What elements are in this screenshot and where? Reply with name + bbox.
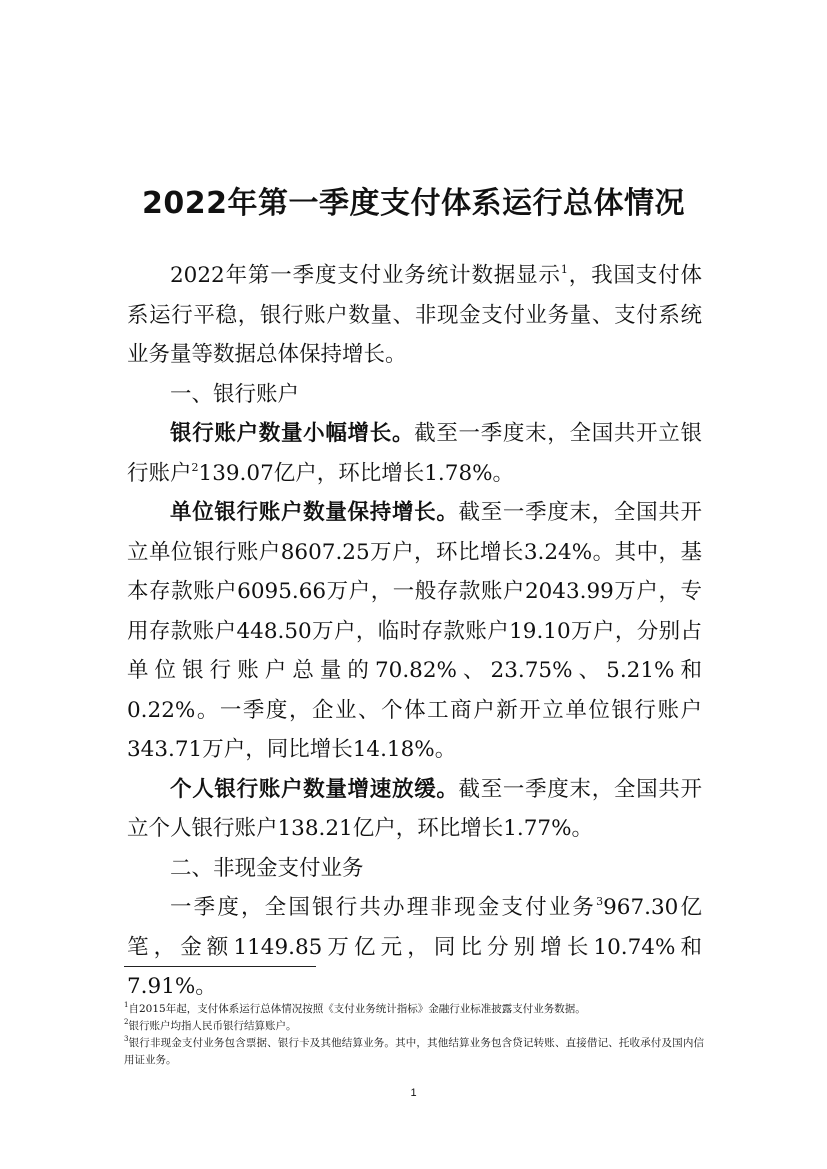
footnote-text: 银行非现金支付业务包含票据、银行卡及其他结算业务。其中，其他结算业务包含贷记转账、直接借记、托收承付及国内信用证业务。 — [124, 1037, 704, 1066]
paragraph-unit-accounts — [127, 493, 702, 770]
footnote-mark: 2 — [124, 1018, 129, 1026]
paragraph-bank-accounts — [127, 414, 702, 493]
footnote-mark: 3 — [124, 1035, 129, 1043]
paragraph-lead: 单位银行账户数量保持增长。 — [170, 500, 459, 525]
footnote-ref-2[interactable]: 2 — [191, 460, 199, 474]
paragraph-lead: 个人银行账户数量增速放缓。 — [170, 776, 459, 802]
footnote-2 — [124, 1018, 704, 1035]
footnote-divider — [124, 966, 316, 967]
paragraph-personal-accounts — [127, 770, 702, 849]
paragraph-intro-text-cont: ，我国支付体系运行平稳，银行账户数量、非现金支付业务量、支付系统业务量等数据总体保持增长。 — [127, 263, 702, 367]
document-body — [127, 256, 702, 1007]
paragraph-intro-text: 2022年第一季度支付业务统计数据显示 — [170, 263, 561, 288]
footnote-ref-1[interactable]: 1 — [560, 263, 568, 276]
section-heading-bank-accounts: 一、银行账户 — [170, 381, 300, 407]
footnote-3 — [124, 1035, 704, 1069]
page-number: 1 — [410, 1087, 417, 1099]
footnote-text: 银行账户均指人民币银行结算账户。 — [128, 1020, 297, 1032]
paragraph-intro — [127, 256, 702, 375]
paragraph-text: 截至一季度末，全国共开立银行账户 — [127, 421, 702, 486]
paragraph-text: 截至一季度末，全国共开立个人银行账户138.21亿户，环比增长1.77%。 — [127, 776, 702, 841]
footnote-ref-3[interactable]: 3 — [596, 895, 604, 908]
footnote-text: 自2015年起，支付体系运行总体情况按照《支付业务统计指标》金融行业标准披露支付业务数据。 — [128, 1003, 586, 1015]
footnote-mark: 1 — [124, 1001, 129, 1009]
footnotes — [124, 1001, 704, 1069]
paragraph-text: 截至一季度末，全国共开立单位银行账户8607.25万户，环比增长3.24%。其中，基本存款账户6095.66万户，一般存款账户2043.99万户，专用存款账户448.50万户，临时存款账户19.10万户，分别占单位银行账户总量的70.82%、23.75%、5.21%和0.22%。一季度，企业、个体工商户新开立单位银行账户343.71万户，同比增长14.18%。 — [127, 500, 702, 762]
paragraph-text-cont: 967.30亿笔，金额1149.85万亿元，同比分别增长10.74%和7.91%。 — [127, 895, 702, 999]
paragraph-noncash-payments — [127, 888, 702, 1007]
document-title: 2022年第一季度支付体系运行总体情况 — [142, 186, 685, 221]
paragraph-lead: 银行账户数量小幅增长。 — [170, 421, 415, 446]
section-heading-noncash-payments: 二、非现金支付业务 — [170, 855, 364, 881]
paragraph-text: 一季度，全国银行共办理非现金支付业务 — [170, 895, 597, 920]
footnote-1 — [124, 1001, 704, 1018]
paragraph-text-cont: 139.07亿户，环比增长1.78%。 — [198, 460, 515, 486]
